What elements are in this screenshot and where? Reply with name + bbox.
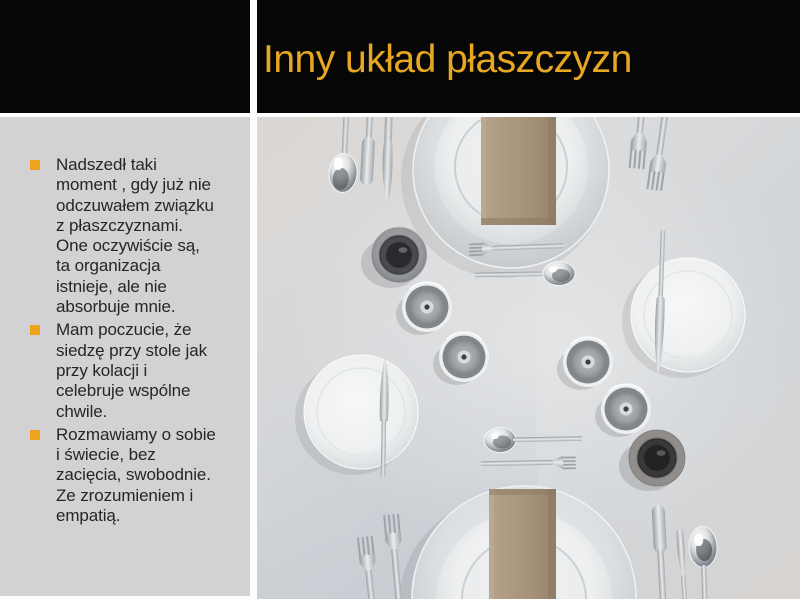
bullet-item <box>30 425 236 526</box>
slide-title: Inny układ płaszczyzn <box>263 38 632 81</box>
bullet-text: Nadszedł taki moment , gdy już nie odczuwałem związku z płaszczyznami. One oczywiście są, ta organizacja istnieje, ale nie absorbuje mnie. <box>56 155 214 317</box>
napkin <box>481 117 556 225</box>
header-divider-line <box>250 0 257 113</box>
square-bullet-icon <box>30 325 40 335</box>
text-sidebar <box>0 117 250 596</box>
napkin <box>489 489 556 599</box>
table-setting-illustration <box>257 117 800 599</box>
slide-header-band <box>0 0 800 113</box>
bullet-text: Rozmawiamy o sobie i świecie, bez zacięcia, swobodnie. Ze zrozumieniem i empatią. <box>56 424 216 526</box>
table-setting-photo <box>257 117 800 599</box>
bullet-text: Mam poczucie, że siedzę przy stole jak przy kolacji i celebruje wspólne chwile. <box>56 320 207 421</box>
square-bullet-icon <box>30 430 40 440</box>
square-bullet-icon <box>30 160 40 170</box>
bullet-item <box>30 155 236 317</box>
bullet-list <box>0 117 250 526</box>
bullet-item <box>30 320 236 421</box>
